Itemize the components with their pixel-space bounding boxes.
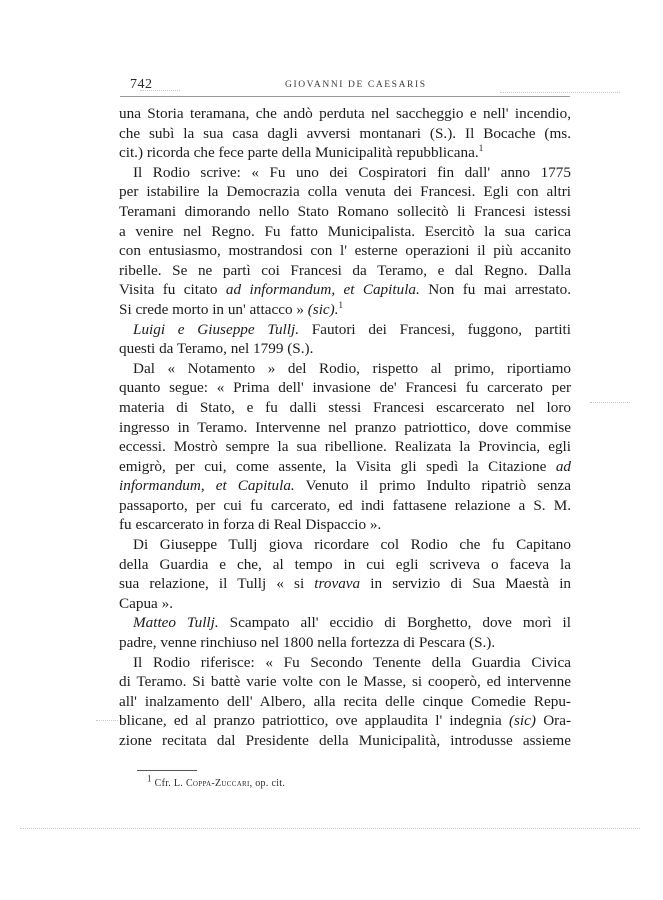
text-line: per istabilire la Democrazia colla venuta dei Francesi. Egli con altri (119, 183, 571, 201)
italic-word: (sic) (508, 712, 536, 730)
text-line: Matteo Tullj. Scampato all' eccidio di Borghetto, dove morì il (133, 614, 571, 632)
italic-phrase: ad informandum, et Capitula. (225, 281, 420, 299)
text-line: Luigi e Giuseppe Tullj. Fautori dei Francesi, fuggono, partiti (133, 320, 571, 338)
footnote-reference: 1 (338, 299, 344, 310)
scan-artifact (590, 402, 630, 403)
text-line: Si crede morto in un' attacco » (sic).$^1$ (119, 299, 344, 318)
text-line: passaporto, per cui fu carcerato, ed indi fattasene relazione a S. M. (119, 496, 571, 514)
italic-name: Luigi e Giuseppe Tullj. (133, 320, 300, 338)
text-line: Dal « Notamento » del Rodio, rispetto al primo, riportiamo (133, 359, 571, 377)
text-line: Capua ». (119, 594, 173, 612)
text-line: materia di Stato, e fu dalli stessi Francesi escarcerato nel loro (119, 398, 571, 416)
text-line: a venire nel Regno. Fu fatto Municipalista. Esercitò la sua carica (119, 222, 571, 240)
header-rule (120, 96, 570, 97)
text-line: eccessi. Mostrò sempre la sua ribellione. Realizata la Provincia, egli (119, 438, 571, 456)
text-line: questi da Teramo, nel 1799 (S.). (119, 340, 314, 358)
running-title: GIOVANNI DE CAESARIS (285, 80, 427, 90)
italic-phrase: ad (555, 457, 571, 475)
page-number: 742 (130, 77, 153, 92)
text-line: informandum, et Capitula. Venuto il primo Indulto ripatriò senza (119, 477, 571, 495)
text-line: Il Rodio scrive: « Fu uno dei Cospiratori fin dall' anno 1775 (133, 163, 571, 181)
text-line: ribelle. Se ne partì coi Francesi da Teramo, e dal Regno. Dalla (119, 261, 571, 279)
scan-artifact (96, 720, 118, 721)
footnote: $^1$ Cfr. L. Coppa-Zuccari, op. cit. (147, 773, 286, 789)
text-line: blicane, ed al pranzo patriottico, ove applaudita l' indegnia (sic) Ora- (119, 712, 571, 730)
scan-artifact (140, 90, 180, 91)
text-line: Visita fu citato ad informandum, et Capitula. Non fu mai arrestato. (119, 281, 571, 299)
text-line: di Teramo. Si battè varie volte con le Masse, si cooperò, ed intervenne (119, 673, 571, 691)
text-line: zione recitata dal Presidente della Municipalità, introdusse assieme (119, 732, 571, 749)
text-line: con entusiasmo, mostrandosi con l' esterne operazioni il più accanito (119, 242, 571, 260)
italic-phrase: informandum, et Capitula. (119, 477, 295, 495)
text-line: emigrò, per cui, come assente, la Visita gli spedì la Citazione ad (119, 457, 571, 475)
text-line: fu escarcerato in forza di Real Dispaccio ». (119, 516, 382, 534)
text-line: Di Giuseppe Tullj giova ricordare col Rodio che fu Capitano (133, 536, 571, 554)
footnote-rule (137, 770, 197, 771)
italic-phrase: (sic). (307, 300, 339, 318)
scan-artifact (500, 92, 620, 93)
italic-name: Matteo Tullj. (133, 614, 219, 632)
italic-word: trovava (314, 575, 361, 593)
text-line: Il Rodio riferisce: « Fu Secondo Tenente della Guardia Civica (133, 653, 571, 671)
footnote-reference: 1 (478, 143, 484, 154)
text-line: Teramani dimorando nello Stato Romano sollecitò li Francesi istessi (119, 202, 571, 220)
body-text (119, 104, 571, 751)
text-line: quanto segue: « Prima dell' invasione de' Francesi fu carcerato per (119, 379, 571, 397)
text-line: una Storia teramana, che andò perduta nel saccheggio e nell' incendio, (119, 105, 571, 122)
text-line: all' inalzamento dell' Albero, alla recita delle cinque Comedie Repu- (119, 692, 571, 710)
text-line: che subì la sua casa dagli avversi montanari (S.). Il Bocache (ms. (119, 124, 571, 142)
text-line: ingresso in Teramo. Intervenne nel pranzo patriottico, dove commise (119, 418, 571, 436)
footnote-author: Coppa-Zuccari (185, 778, 250, 789)
text-line: padre, venne rinchiuso nel 1800 nella fortezza di Pescara (S.). (119, 634, 496, 652)
text-line: cit.) ricorda che fece parte della Municipalità repubblicana.$^1$ (119, 143, 484, 162)
scan-artifact (20, 828, 640, 829)
footnote-marker: 1 (147, 773, 152, 784)
text-line: sua relazione, il Tullj « si trovava in servizio di Sua Maestà in (119, 575, 571, 593)
text-line: della Guardia e che, al tempo in cui egli scriveva o faceva la (119, 555, 571, 573)
